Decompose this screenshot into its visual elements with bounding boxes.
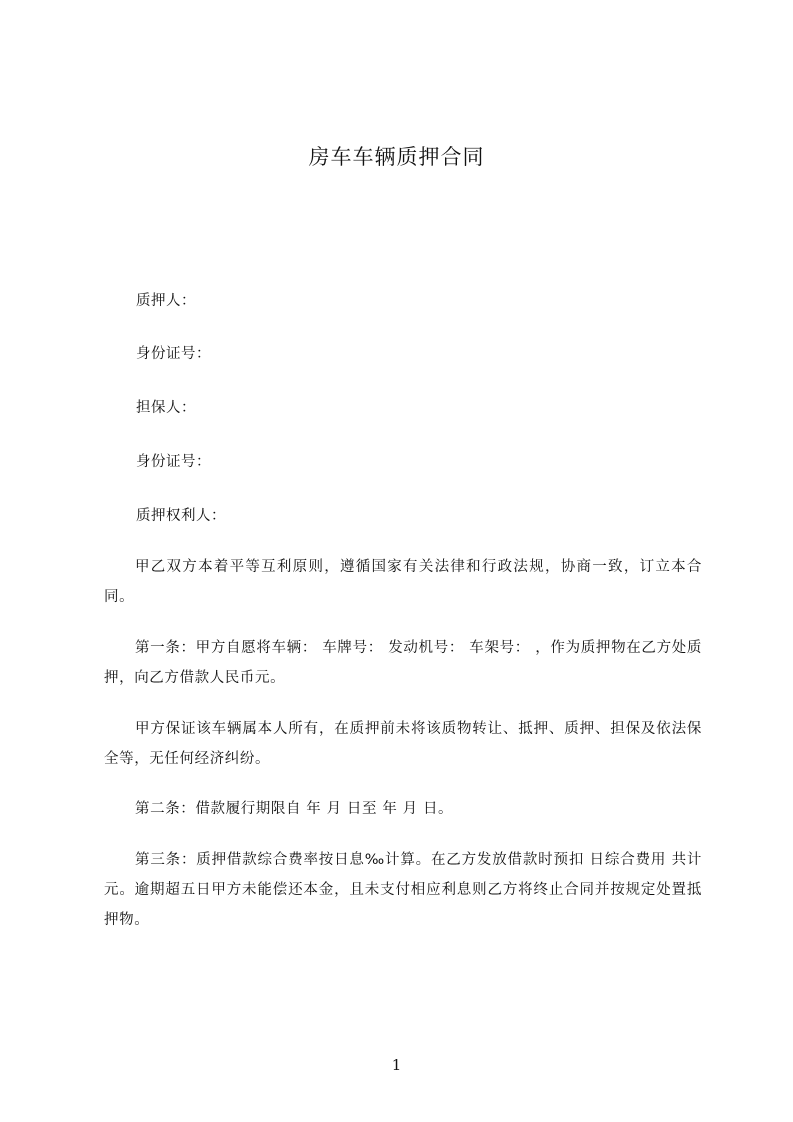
pledgee-field: 质押权利人： bbox=[136, 508, 226, 524]
intro-paragraph: 甲乙双方本着平等互利原则，遵循国家有关法律和行政法规，协商一致，订立本合同。 bbox=[104, 559, 702, 605]
contract-title: 房车车辆质押合同 bbox=[308, 145, 485, 169]
page-number: 1 bbox=[391, 1056, 402, 1074]
pledgor-id-field: 身份证号： bbox=[136, 346, 211, 362]
article-3-paragraph: 第三条：质押借款综合费率按日息‰计算。在乙方发放借款时预扣 日综合费用 共计 元。逾期超五日甲方未能偿还本金，且未支付相应利息则乙方将终止合同并按规定处置抵押物。 bbox=[104, 852, 702, 928]
pledgor-field: 质押人： bbox=[136, 293, 196, 309]
guarantor-id-field: 身份证号： bbox=[136, 454, 211, 470]
article-1-paragraph: 第一条：甲方自愿将车辆： 车牌号： 发动机号： 车架号： ，作为质押物在乙方处质押，向乙方借款人民币元。 bbox=[104, 640, 702, 686]
warranty-paragraph: 甲方保证该车辆属本人所有，在质押前未将该质物转让、抵押、质押、担保及依法保全等，无任何经济纠纷。 bbox=[104, 721, 702, 767]
article-2-paragraph: 第二条：借款履行期限自 年 月 日至 年 月 日。 bbox=[135, 801, 454, 817]
guarantor-field: 担保人： bbox=[136, 400, 196, 416]
